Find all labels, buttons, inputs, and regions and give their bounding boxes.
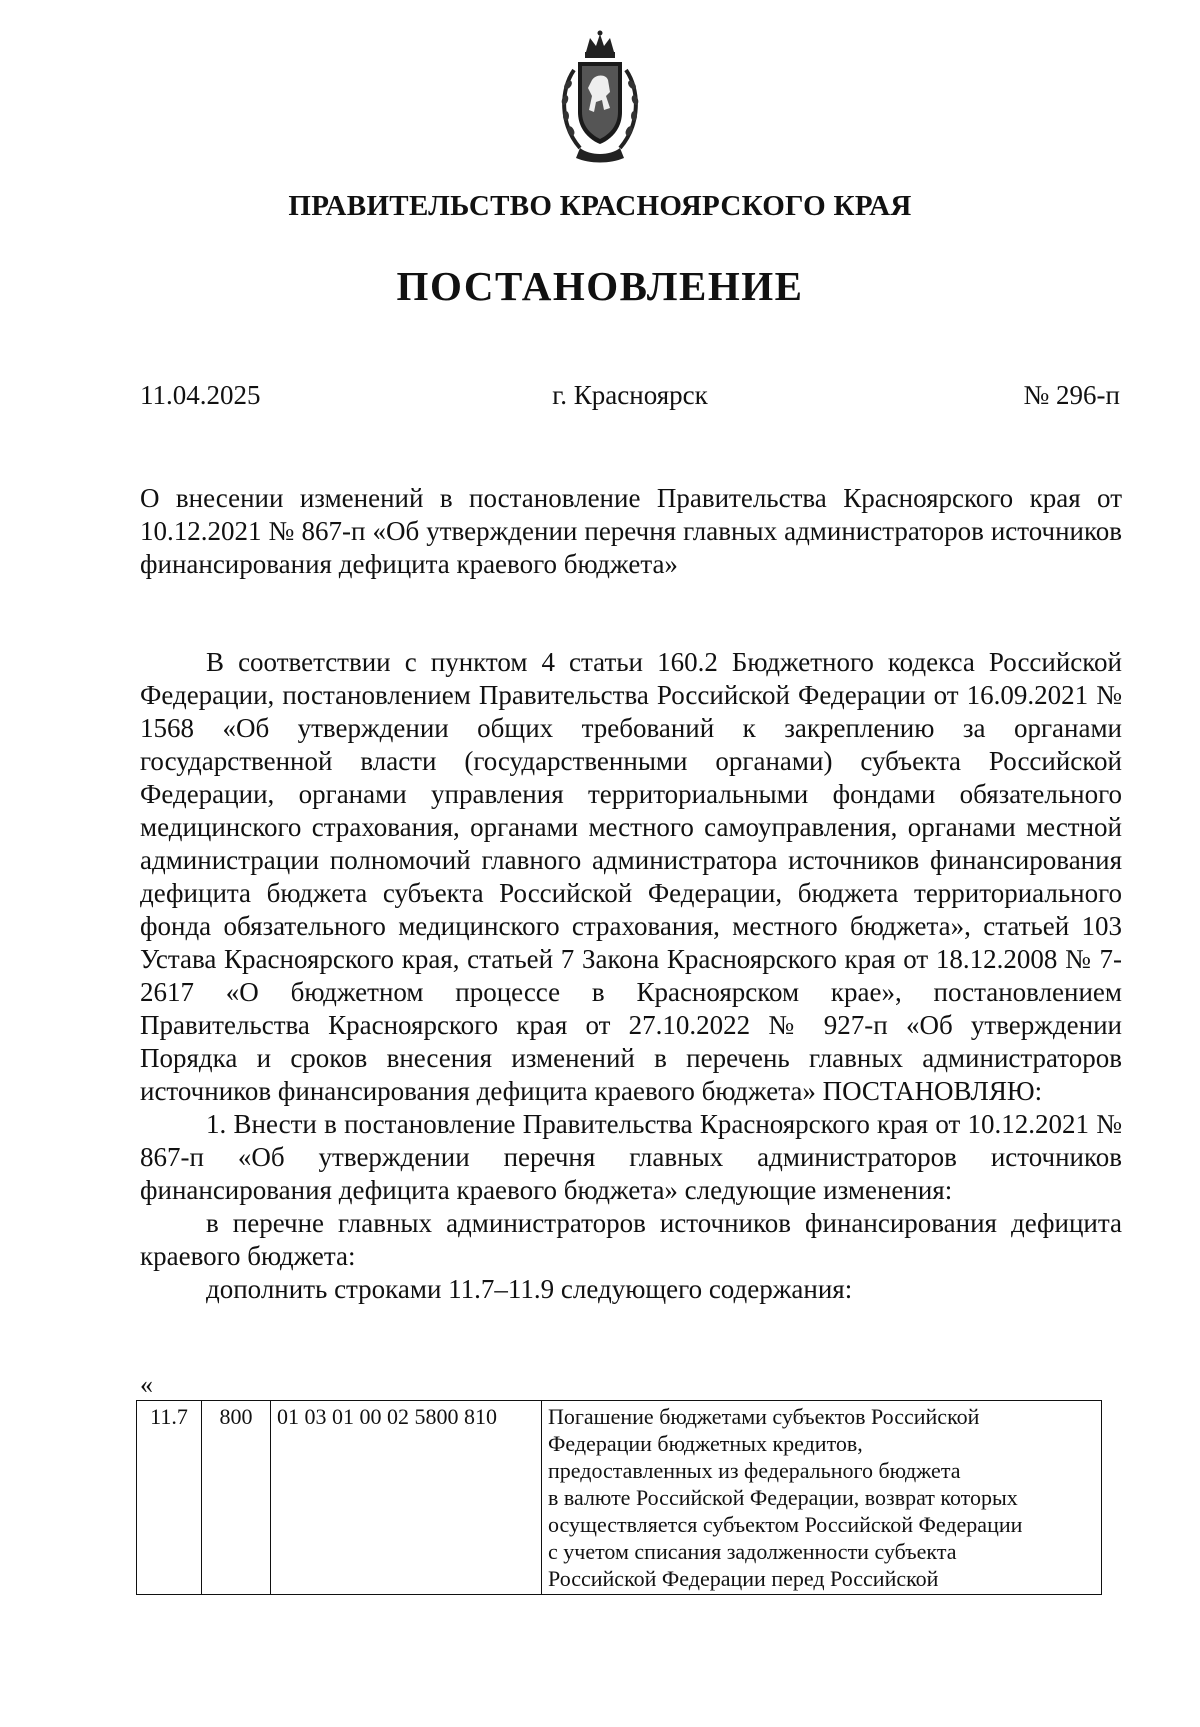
row-number-cell: 11.7 (137, 1401, 202, 1595)
item-1-add-paragraph: дополнить строками 11.7–11.9 следующего содержания: (206, 1274, 853, 1304)
description-line: Федерации бюджетных кредитов, (548, 1431, 863, 1456)
document-type-title: ПОСТАНОВЛЕНИЕ (396, 263, 804, 309)
description-line: Российской Федерации перед Российской (548, 1566, 939, 1591)
document-body (140, 646, 1122, 1306)
description-line: Погашение бюджетами субъектов Российской (548, 1404, 980, 1429)
document-number: № 296-п (1023, 380, 1120, 410)
document-date: 11.04.2025 (140, 380, 261, 410)
preamble-paragraph: В соответствии с пунктом 4 статьи 160.2 Бюджетного кодекса Российской Федерации, постановлением Правительства Российской Федерации от 16.09.2021 № 1568 «Об утверждении общих требований к закреплению за органами государственной власти (государственными органами) субъекта Российской Федерации, органами управления территориальными фондами обязательного медицинского страхования, органами местного самоуправления, органами местной администрации полномочий главного администратора источников финансирования дефицита бюджета субъекта Российской Федерации, бюджета территориального фонда обязательного медицинского страхования, местного бюджета», статьей 103 Устава Красноярского края, статьей 7 Закона Красноярского края от 18.12.2008 № 7-2617 «О бюджетном процессе в Красноярском крае», постановлением Правительства Красноярского края от 27.10.2022 № 927-п «Об утверждении Порядка и сроков внесения изменений в перечень главных администраторов источников финансирования дефицита краевого бюджета» ПОСТАНОВЛЯЮ: (140, 647, 1122, 1106)
source-code-cell: 01 03 01 00 02 5800 810 (271, 1401, 542, 1595)
opening-quote: « (140, 1370, 153, 1399)
item-1-paragraph: 1. Внести в постановление Правительства Красноярского края от 10.12.2021 № 867-п «Об утверждении перечня главных администраторов источников финансирования дефицита краевого бюджета» следующие изменения: (140, 1109, 1122, 1205)
document-meta (140, 380, 1120, 416)
description-cell (542, 1401, 1102, 1595)
admin-code-cell: 800 (202, 1401, 271, 1595)
document-subject: О внесении изменений в постановление Правительства Красноярского края от 10.12.2021 № 867-п «Об утверждении перечня главных администраторов источников финансирования дефицита краевого бюджета» (140, 483, 1122, 579)
organization-title: ПРАВИТЕЛЬСТВО КРАСНОЯРСКОГО КРАЯ (288, 190, 912, 222)
document-city: г. Красноярск (552, 380, 708, 410)
description-line: с учетом списания задолженности субъекта (548, 1539, 957, 1564)
coat-of-arms-emblem (554, 30, 646, 164)
table-row (137, 1401, 1102, 1595)
description-line: в валюте Российской Федерации, возврат которых (548, 1485, 1018, 1510)
description-line: предоставленных из федерального бюджета (548, 1458, 961, 1483)
item-1-list-paragraph: в перечне главных администраторов источников финансирования дефицита краевого бюджета: (140, 1208, 1122, 1271)
description-line: осуществляется субъектом Российской Федерации (548, 1512, 1023, 1537)
added-rows-table (136, 1400, 1102, 1595)
